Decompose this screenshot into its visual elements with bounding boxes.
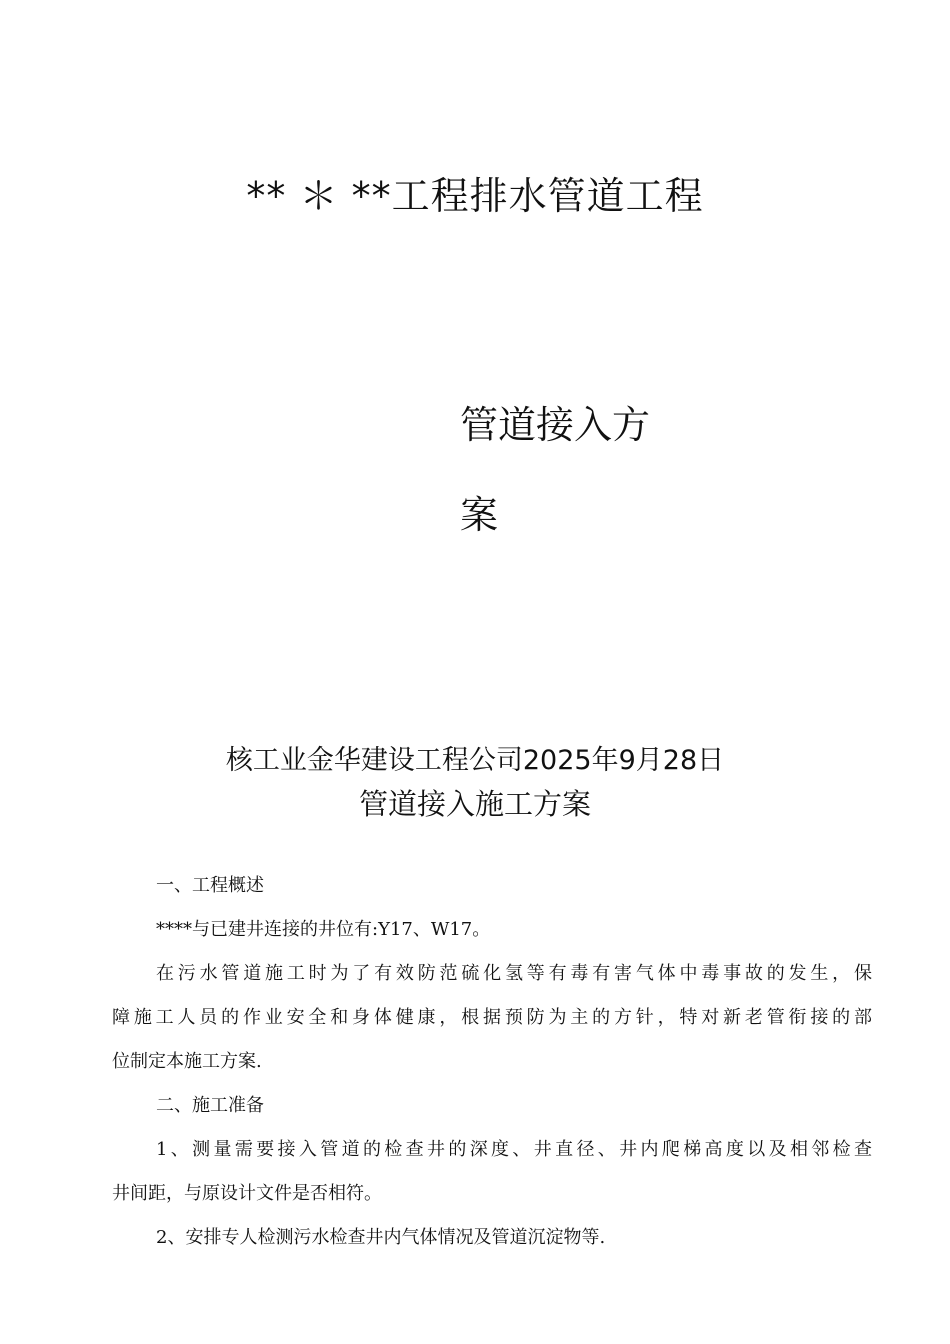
section-heading-preparation: 二、施工准备 [156,1095,264,1116]
paragraph-line: 井间距，与原设计文件是否相符。 [112,1183,382,1204]
cover-subtitle-line-2: 案 [460,493,499,537]
document-title: 管道接入施工方案 [358,787,591,821]
paragraph-line: 1、测量需要接入管道的检查井的深度、井直径、井内爬梯高度以及相邻检查 [156,1139,872,1160]
paragraph-line: 位制定本施工方案. [112,1051,262,1072]
document-body [112,864,872,1260]
paragraph-measurement [112,1128,872,1216]
cover-title: ** ＊ **工程排水管道工程 [246,174,704,218]
paragraph-gas-detection: 2、安排专人检测污水检查井内气体情况及管道沉淀物等. [156,1227,606,1248]
paragraph-line: 障施工人员的作业安全和身体健康，根据预防为主的方针，特对新老管衔接的部 [112,1007,872,1028]
paragraph-well-positions: ****与已建井连接的井位有:Y17、W17。 [156,919,491,940]
cover-company-date: 核工业金华建设工程公司2025年9月28日 [225,745,725,776]
paragraph-line: 在污水管道施工时为了有效防范硫化氢等有毒有害气体中毒事故的发生，保 [156,963,872,984]
cover-subtitle [460,380,700,560]
paragraph-purpose [112,952,872,1084]
cover-subtitle-line-1: 管道接入方 [460,403,651,447]
section-heading-overview: 一、工程概述 [156,875,264,896]
